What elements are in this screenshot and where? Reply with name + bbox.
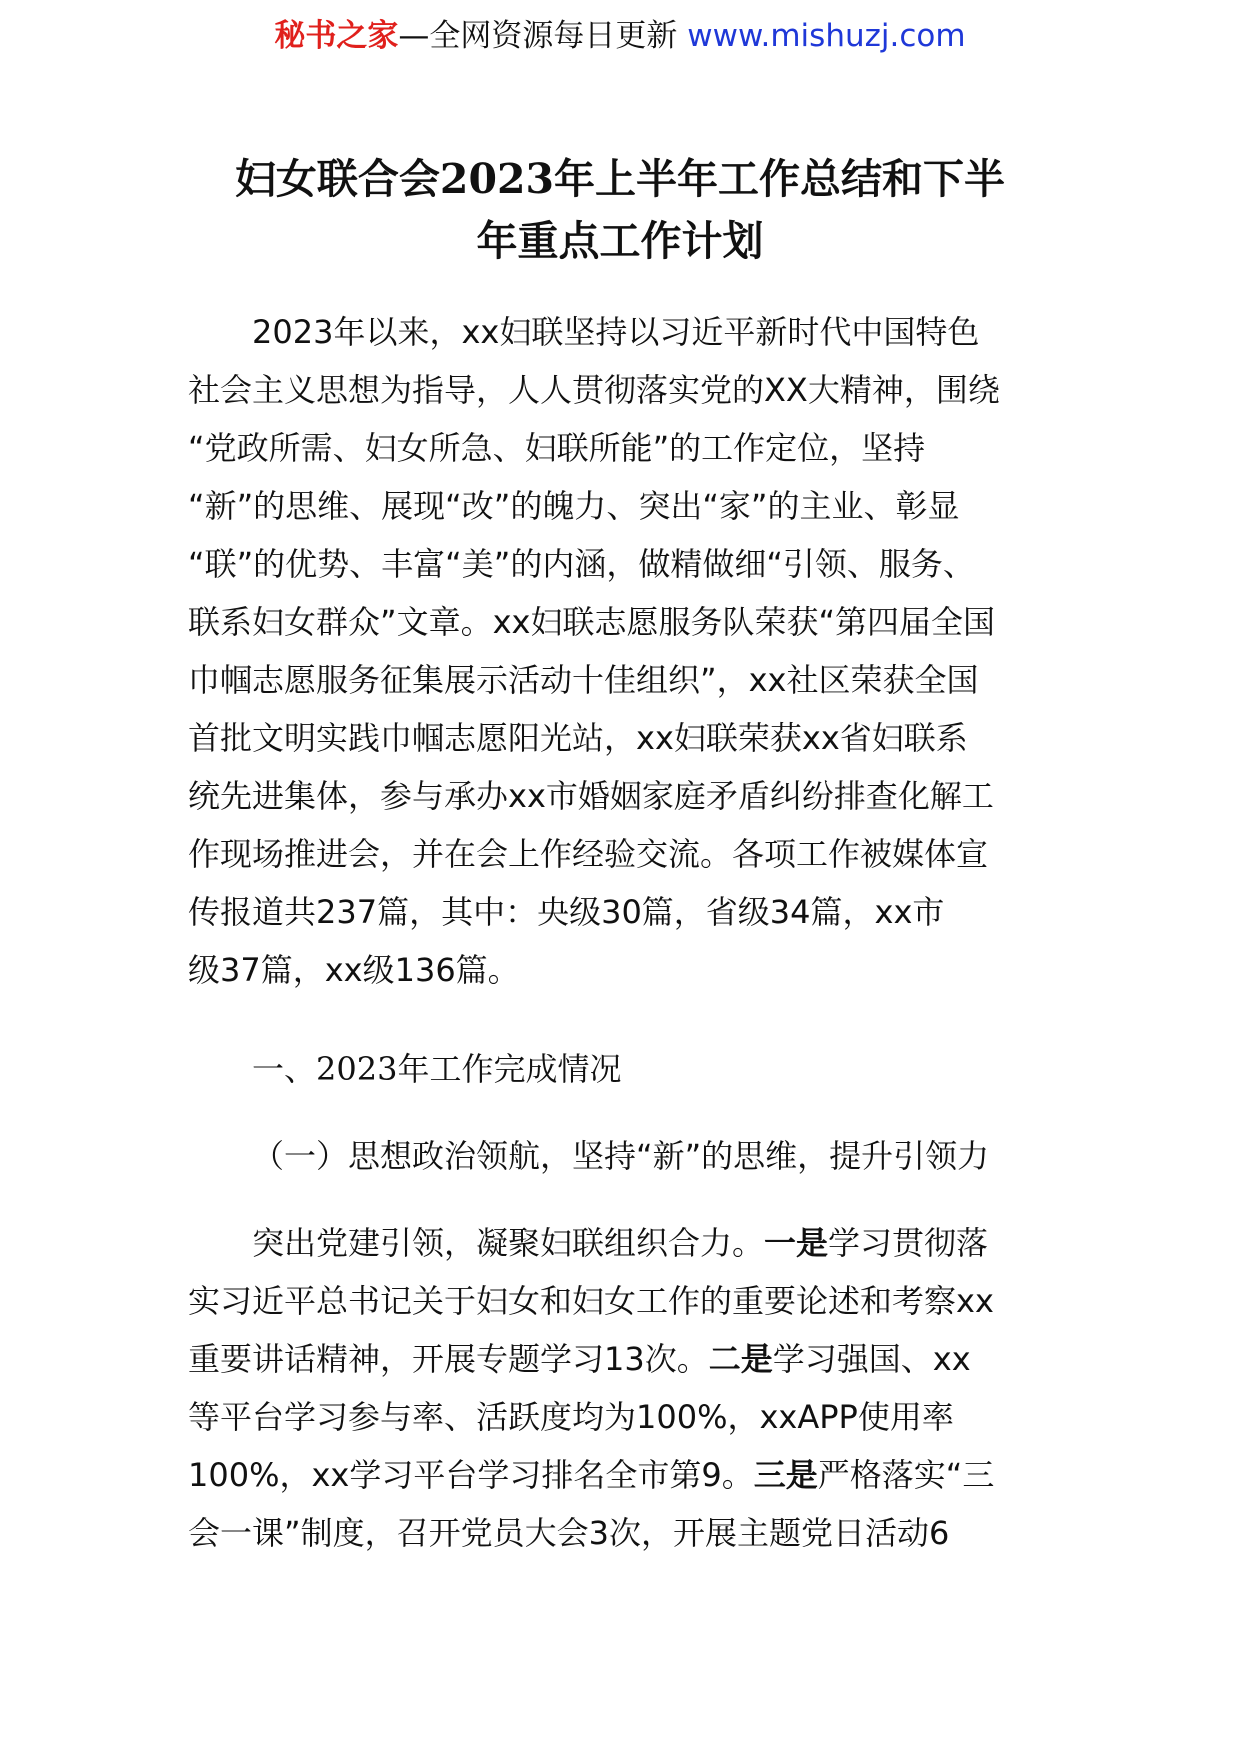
emphasis-marker: 一是 xyxy=(764,1224,829,1262)
intro-line: “党政所需、妇女所急、妇联所能”的工作定位，坚持 xyxy=(188,429,926,467)
site-brand-name: 秘书之家 xyxy=(274,18,399,54)
line-text: 学习贯彻落 xyxy=(828,1224,989,1262)
intro-line: 统先进集体，参与承办xx市婚姻家庭矛盾纠纷排查化解工 xyxy=(188,777,994,815)
subsection-heading-text: （一）思想政治领航，坚持“新”的思维，提升引领力 xyxy=(252,1137,990,1175)
site-tagline: —全网资源每日更新 xyxy=(398,18,678,54)
document-title-line-1: 妇女联合会2023年上半年工作总结和下半 xyxy=(234,155,1006,203)
paragraph-line: 等平台学习参与率、活跃度均为100%，xxAPP使用率 xyxy=(188,1398,954,1436)
intro-line: 传报道共237篇，其中：央级30篇，省级34篇，xx市 xyxy=(188,893,945,931)
intro-line: 2023年以来，xx妇联坚持以习近平新时代中国特色 xyxy=(252,313,980,351)
intro-line: “联”的优势、丰富“美”的内涵，做精做细“引领、服务、 xyxy=(188,545,975,583)
document-title-line-2: 年重点工作计划 xyxy=(476,217,764,265)
section-heading-1 xyxy=(188,1040,1058,1098)
intro-line: 作现场推进会，并在会上作经验交流。各项工作被媒体宣 xyxy=(188,835,989,873)
site-header-banner xyxy=(0,14,1240,58)
emphasis-marker: 三是 xyxy=(753,1456,818,1494)
paragraph-line xyxy=(188,1446,1058,1504)
line-text: 学习强国、xx xyxy=(772,1340,971,1378)
paragraph-line xyxy=(188,1214,1058,1272)
subsection-heading-1 xyxy=(188,1127,1058,1185)
line-text: 严格落实“三 xyxy=(817,1456,995,1494)
section-heading-text: 一、2023年工作完成情况 xyxy=(252,1050,622,1088)
intro-line: 联系妇女群众”文章。xx妇联志愿服务队荣获“第四届全国 xyxy=(188,603,996,641)
line-text: 突出党建引领，凝聚妇联组织合力。 xyxy=(252,1224,765,1262)
line-text: 重要讲话精神，开展专题学习13次。 xyxy=(188,1340,709,1378)
paragraph-line xyxy=(188,1330,1058,1388)
party-building-paragraph xyxy=(188,1214,1058,1562)
line-text: 100%，xx学习平台学习排名全市第9。 xyxy=(188,1456,754,1494)
intro-line: 级37篇，xx级136篇。 xyxy=(188,951,520,989)
emphasis-marker: 二是 xyxy=(708,1340,773,1378)
site-url-link[interactable]: www.mishuzj.com xyxy=(687,18,966,54)
intro-line: 社会主义思想为指导，人人贯彻落实党的XX大精神，围绕 xyxy=(188,371,1000,409)
paragraph-line: 会一课”制度，召开党员大会3次，开展主题党日活动6 xyxy=(188,1514,950,1552)
intro-line: 巾帼志愿服务征集展示活动十佳组织”，xx社区荣获全国 xyxy=(188,661,979,699)
intro-line: “新”的思维、展现“改”的魄力、突出“家”的主业、彰显 xyxy=(188,487,960,525)
paragraph-line: 实习近平总书记关于妇女和妇女工作的重要论述和考察xx xyxy=(188,1282,994,1320)
intro-paragraph xyxy=(188,303,1058,999)
intro-line: 首批文明实践巾帼志愿阳光站，xx妇联荣获xx省妇联系 xyxy=(188,719,968,757)
document-title xyxy=(180,148,1060,272)
